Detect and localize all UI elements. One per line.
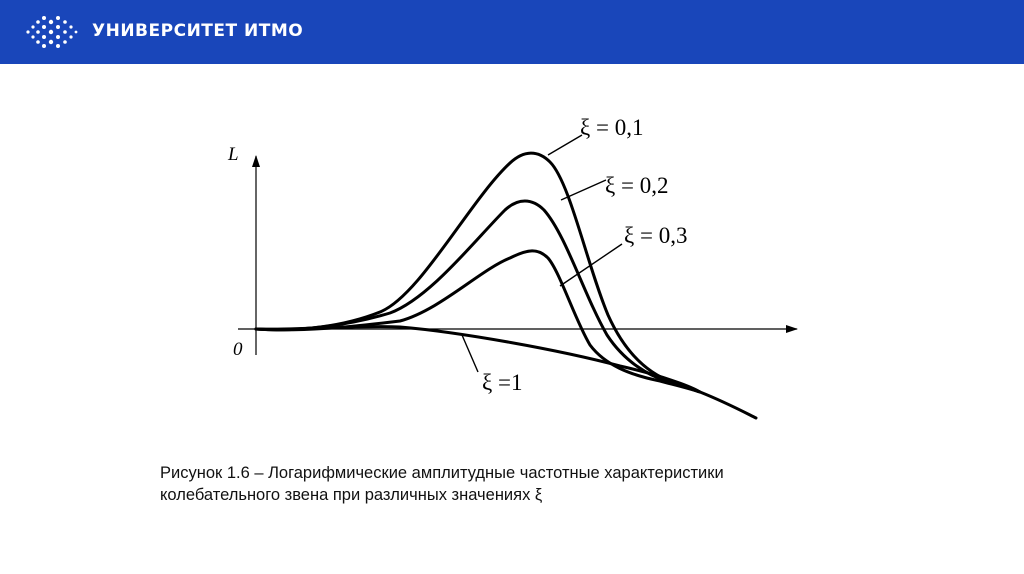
label-xi-0-1: ξ = 0,1 (580, 115, 644, 140)
leader-line-xi-0-3 (560, 244, 622, 286)
leader-line-xi-0-1 (548, 135, 582, 155)
caption-line-1: Рисунок 1.6 – Логарифмические амплитудные частотные характеристики (160, 464, 724, 482)
figure-caption (160, 462, 880, 506)
y-axis-label: L (228, 144, 239, 165)
caption-line-2: колебательного звена при различных значениях ξ (160, 486, 543, 504)
label-xi-0-3: ξ = 0,3 (624, 223, 688, 248)
origin-label: 0 (233, 339, 243, 360)
leader-line-xi-1 (462, 335, 478, 372)
brand-name: УНИВЕРСИТЕТ ИТМО (92, 21, 304, 41)
label-xi-1: ξ =1 (482, 370, 523, 395)
leader-line-xi-0-2 (561, 180, 606, 200)
label-xi-0-2: ξ = 0,2 (605, 173, 669, 198)
